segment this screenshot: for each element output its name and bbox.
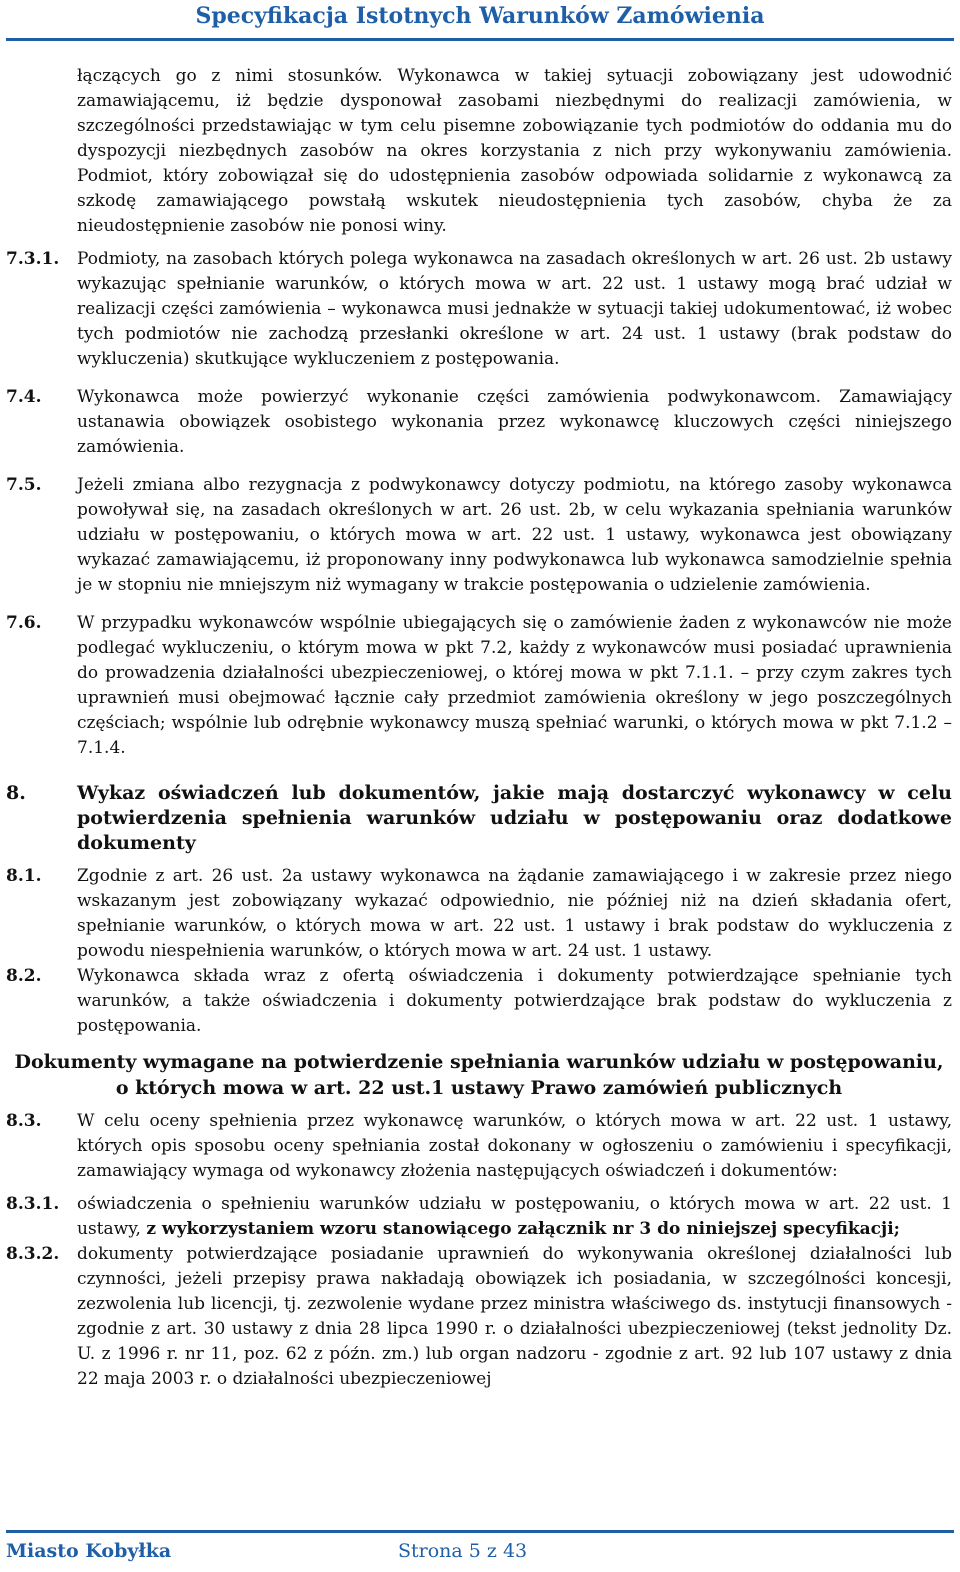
section-number: 8.1. bbox=[6, 866, 42, 886]
section-8-2 bbox=[6, 964, 952, 1039]
section-text: Wykonawca może powierzyć wykonanie części zamówienia podwykonawcom. Zamawiający ustanawia obowiązek osobistego wykonania przez wykonawcę kluczowych części niniejszego zamówienia. bbox=[77, 387, 952, 457]
document-title: Specyfikacja Istotnych Warunków Zamówienia bbox=[195, 3, 765, 29]
section-8-3-1 bbox=[6, 1192, 952, 1242]
section-text: dokumenty potwierdzające posiadanie uprawnień do wykonywania określonej działalności lub czynności, jeżeli przepisy prawa nakładają obowiązek ich posiadania, w szczególności koncesji, zezwolenia lub licencji, tj. zezwolenie wydane przez ministra właściwego ds. instytucji finansowych - zgodnie z art. 30 ustawy z dnia 28 lipca 1990 r. o działalności ubezpieczeniowej (tekst jednolity Dz. U. z 1996 r. nr 11, poz. 62 z późn. zm.) lub organ nadzoru - zgodnie z art. 92 lub 107 ustawy z dnia 22 maja 2003 r. o działalności ubezpieczeniowej bbox=[77, 1244, 952, 1389]
section-7-3-1 bbox=[6, 247, 952, 372]
section-text bbox=[77, 1192, 952, 1242]
section-text: W przypadku wykonawców wspólnie ubiegających się o zamówienie żaden z wykonawców nie może podlegać wykluczeniu, o którym mowa w pkt 7.2, każdy z wykonawców musi posiadać uprawnienia do prowadzenia działalności ubezpieczeniowej, o której mowa w pkt 7.1.1. – przy czym zakres tych uprawnień musi obejmować łącznie cały przedmiot zamówienia określony w jego poszczególnych częściach; wspólnie lub odrębnie wykonawcy muszą spełniać warunki, o których mowa w pkt 7.1.2 – 7.1.4. bbox=[77, 613, 952, 758]
page-footer bbox=[0, 1530, 960, 1572]
section-8-1 bbox=[6, 864, 952, 964]
section-8-3-2 bbox=[6, 1242, 952, 1392]
section-number: 8.3.1. bbox=[6, 1194, 60, 1214]
section-8-heading bbox=[6, 781, 952, 856]
section-7-5 bbox=[6, 473, 952, 598]
section-text: Podmioty, na zasobach których polega wykonawca na zasadach określonych w art. 26 ust. 2b ustawy wykazując spełnianie warunków, o których mowa w art. 22 ust. 1 ustawy mogą brać udział w realizacji części zamówienia – wykonawca musi jednakże w sytuacji takiej udokumentować, iż wobec tych podmiotów nie zachodzą przesłanki określone w art. 24 ust. 1 ustawy (brak podstaw do wykluczenia) skutkujące wykluczeniem z postępowania. bbox=[77, 249, 952, 369]
document-body bbox=[6, 64, 952, 1392]
section-8-3 bbox=[6, 1109, 952, 1184]
section-text: W celu oceny spełnienia przez wykonawcę warunków, o których mowa w art. 22 ust. 1 ustawy, których opis sposobu oceny spełniania został dokonany w ogłoszeniu o zamówieniu i specyfikacji, zamawiający wymaga od wykonawcy złożenia następujących oświadczeń i dokumentów: bbox=[77, 1111, 952, 1181]
section-text-bold: z wykorzystaniem wzoru stanowiącego załącznik nr 3 do niniejszej specyfikacji; bbox=[146, 1219, 900, 1239]
documents-heading bbox=[6, 1049, 952, 1101]
footer-rule bbox=[6, 1530, 954, 1533]
section-number: 7.6. bbox=[6, 613, 42, 633]
section-number: 7.5. bbox=[6, 475, 42, 495]
header-rule bbox=[6, 38, 954, 41]
page-number: Strona 5 z 43 bbox=[398, 1540, 528, 1562]
section-number: 8.2. bbox=[6, 966, 42, 986]
section-7-4 bbox=[6, 385, 952, 460]
documents-heading-line1: Dokumenty wymagane na potwierdzenie spełniania warunków udziału w postępowaniu, bbox=[14, 1051, 944, 1073]
footer-organization: Miasto Kobyłka bbox=[6, 1540, 172, 1562]
page-header bbox=[0, 0, 960, 44]
section-number: 8. bbox=[6, 782, 26, 804]
section-text-regular: oświadczenia o spełnieniu warunków udziału w postępowaniu, o których mowa w art. 22 ust. 1 ustawy, bbox=[77, 1194, 952, 1239]
section-7-6 bbox=[6, 611, 952, 761]
section-number: 8.3. bbox=[6, 1111, 42, 1131]
section-number: 8.3.2. bbox=[6, 1244, 60, 1264]
section-number: 7.4. bbox=[6, 387, 42, 407]
section-text: Jeżeli zmiana albo rezygnacja z podwykonawcy dotyczy podmiotu, na którego zasoby wykonawca powoływał się, na zasadach określonych w art. 26 ust. 2b, w celu wykazania spełniania warunków udziału w postępowaniu, o których mowa w art. 22 ust. 1 ustawy, wykonawca jest obowiązany wykazać zamawiającemu, iż proponowany inny podwykonawca lub wykonawca samodzielnie spełnia je w stopniu nie mniejszym niż wymagany w trakcie postępowania o udzielenie zamówienia. bbox=[77, 475, 952, 595]
documents-heading-line2: o których mowa w art. 22 ust.1 ustawy Prawo zamówień publicznych bbox=[115, 1077, 843, 1099]
section-heading: Wykaz oświadczeń lub dokumentów, jakie mają dostarczyć wykonawcy w celu potwierdzenia spełnienia warunków udziału w postępowaniu oraz dodatkowe dokumenty bbox=[77, 782, 952, 854]
continuation-paragraph bbox=[6, 64, 952, 239]
section-text: Zgodnie z art. 26 ust. 2a ustawy wykonawca na żądanie zamawiającego i w zakresie przez niego wskazanym jest zobowiązany wykazać odpowiednio, nie później niż na dzień składania ofert, spełnianie warunków, o których mowa w art. 22 ust. 1 ustawy i brak podstaw do wykluczenia z powodu niespełnienia warunków, o których mowa w art. 24 ust. 1 ustawy. bbox=[77, 866, 952, 961]
paragraph-text: łączących go z nimi stosunków. Wykonawca w takiej sytuacji zobowiązany jest udowodnić zamawiającemu, iż będzie dysponował zasobami niezbędnymi do realizacji zamówienia, w szczególności przedstawiając w tym celu pisemne zobowiązanie tych podmiotów do oddania mu do dyspozycji niezbędnych zasobów na okres korzystania z nich przy wykonywaniu zamówienia. Podmiot, który zobowiązał się do udostępnienia zasobów odpowiada solidarnie z wykonawcą za szkodę zamawiającego powstałą wskutek nieudostępnienia tych zasobów, chyba że za nieudostępnienie zasobów nie ponosi winy. bbox=[77, 66, 952, 236]
section-text: Wykonawca składa wraz z ofertą oświadczenia i dokumenty potwierdzające spełnianie tych warunków, a także oświadczenia i dokumenty potwierdzające brak podstaw do wykluczenia z postępowania. bbox=[77, 966, 952, 1036]
section-number: 7.3.1. bbox=[6, 249, 60, 269]
